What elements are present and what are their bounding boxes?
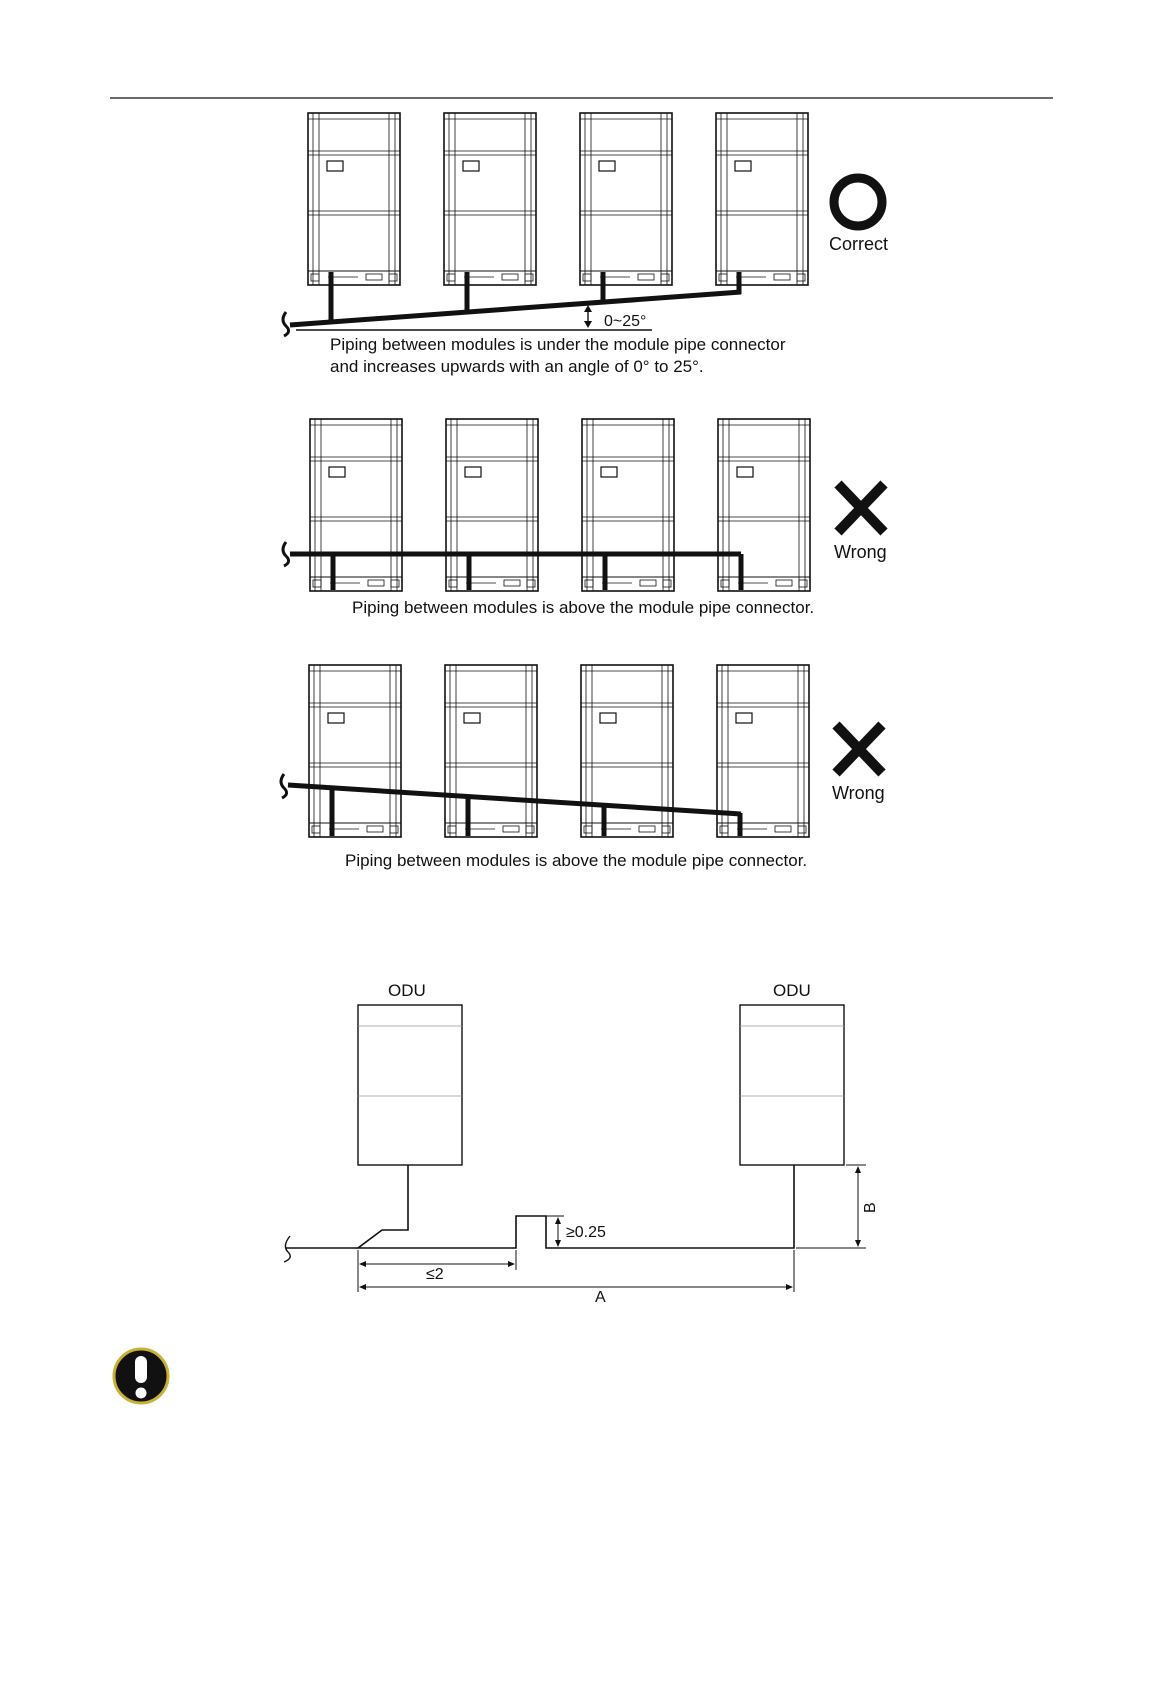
arrow-head <box>786 1284 793 1290</box>
module-unit <box>445 665 537 837</box>
caption-line-2: and increases upwards with an angle of 0° to 25°. <box>330 357 704 376</box>
caption-line-1: Piping between modules is under the module pipe connector <box>330 335 786 354</box>
verdict-wrong-1: Wrong <box>834 542 887 562</box>
arrow-head <box>555 1240 561 1247</box>
module-unit <box>718 419 810 591</box>
module-unit <box>308 113 400 285</box>
length-label: A <box>595 1289 606 1306</box>
exclamation-icon <box>114 1349 168 1403</box>
odu-left-unit <box>358 1005 462 1165</box>
module-unit <box>309 665 401 837</box>
short-dim-label: ≤2 <box>426 1266 444 1283</box>
odu-right-label: ODU <box>773 981 811 1000</box>
angle-label: 0~25° <box>604 313 647 330</box>
odu-left-label: ODU <box>388 981 426 1000</box>
module-unit <box>310 419 402 591</box>
module-unit <box>446 419 538 591</box>
panel-correct <box>283 113 888 376</box>
panel-wrong-1 <box>283 419 887 617</box>
arrow-head <box>555 1217 561 1224</box>
height-label: B <box>862 1202 879 1213</box>
arrow-head <box>584 305 592 312</box>
module-unit <box>444 113 536 285</box>
pipe-break <box>283 542 289 566</box>
caption-wrong-1: Piping between modules is above the module pipe connector. <box>352 598 815 617</box>
arrow-head <box>855 1166 861 1173</box>
pipe-break <box>281 774 287 798</box>
module-unit <box>716 113 808 285</box>
main-pipe <box>290 292 741 325</box>
verdict-correct: Correct <box>829 234 889 254</box>
wrong-cross-icon <box>836 725 882 773</box>
pipe-break <box>283 312 289 336</box>
module-unit <box>582 419 674 591</box>
arrow-head <box>359 1261 366 1267</box>
arrow-head <box>508 1261 515 1267</box>
odu-right-unit <box>740 1005 844 1165</box>
arrow-head <box>359 1284 366 1290</box>
arrow-head <box>584 321 592 328</box>
rise-label: ≥0.25 <box>566 1224 606 1241</box>
verdict-wrong-2: Wrong <box>832 783 885 803</box>
odu-diagram <box>284 981 879 1306</box>
panel-wrong-2 <box>281 665 885 870</box>
module-unit <box>580 113 672 285</box>
correct-circle-icon <box>834 178 882 226</box>
caption-wrong-2: Piping between modules is above the module pipe connector. <box>345 851 808 870</box>
arrow-head <box>855 1240 861 1247</box>
pipe-break <box>284 1236 290 1262</box>
wrong-cross-icon <box>838 484 884 532</box>
